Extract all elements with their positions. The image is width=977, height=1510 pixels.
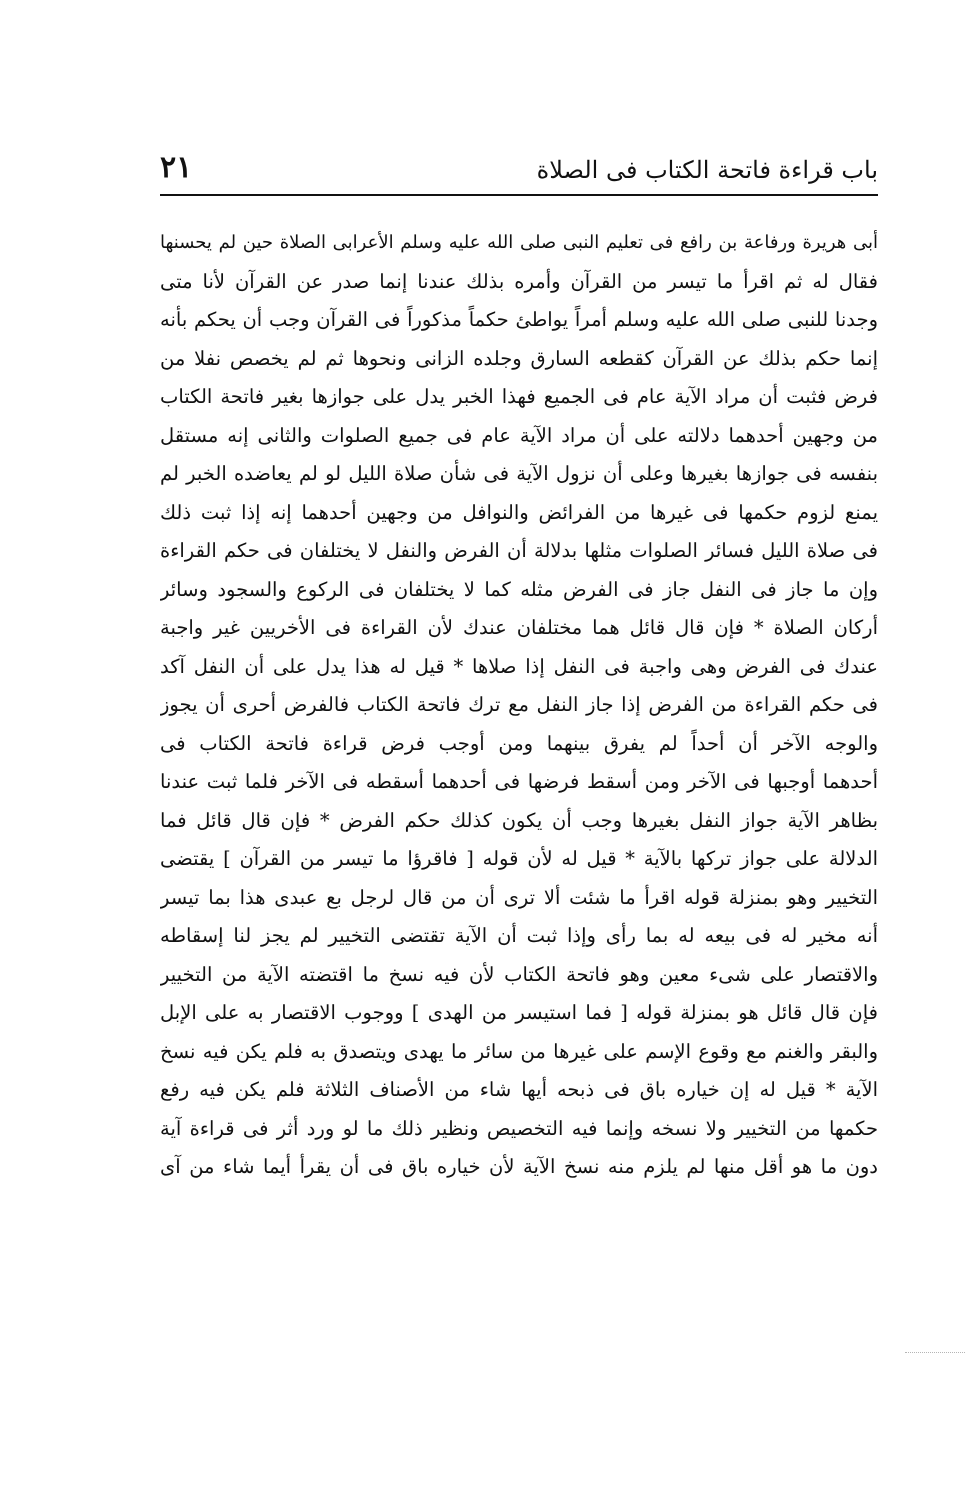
page-number: ٢١ bbox=[160, 150, 193, 185]
text-line: بنفسه فى جوازها بغيرها وعلى أن نزول الآية فى شأن صلاة الليل لو لم يعاضده الخبر لم bbox=[160, 462, 878, 485]
text-line: فى صلاة الليل فسائر الصلوات مثلها بدلالة أن الفرض والنفل لا يختلفان فى حكم القراءة bbox=[160, 539, 878, 562]
text-line: أركان الصلاة * فإن قال قائل هما مختلفان عندك لأن القراءة فى الأخريين غير واجبة bbox=[160, 616, 878, 639]
text-line: والاقتصار على شىء معين وهو فاتحة الكتاب لأن فيه نسخ ما اقتضته الآية من التخيير bbox=[160, 962, 878, 986]
scan-artifact bbox=[905, 1352, 965, 1353]
text-line: إنما حكم بذلك عن القرآن كقطعه السارق وجلده الزانى ونحوها ثم لم يخصص نفلا من bbox=[160, 346, 878, 370]
text-line: والبقر والغنم مع وقوع الإسم على غيرها من سائر ما يهدى ويتصدق به فلم يكن فيه نسخ bbox=[160, 1039, 878, 1063]
text-line: وجدنا للنبى صلى الله عليه وسلم أمراً يواطئ حكماً مذكوراً فى القرآن وجب أن يحكم بأنه bbox=[160, 308, 878, 331]
text-line: عندك فى الفرض وهى واجبة فى النفل إذا صلاها * قيل له هذا يدل على أن النفل آكد bbox=[160, 654, 878, 678]
text-line: دون ما هو أقل منها لم يلزم منه نسخ الآية لأن خياره باق فى أن يقرأ أيما شاء من آى bbox=[160, 1155, 878, 1178]
text-line: أحدهما أوجبها فى الآخر ومن أسقط فرضها فى أحدهما أسقطه فى الآخر فلما ثبت عندنا bbox=[160, 770, 878, 793]
text-line: من وجهين أحدهما دلالته على أن مراد الآية عام فى جميع الصلوات والثانى إنه مستقل bbox=[160, 423, 878, 447]
header-rule bbox=[160, 194, 878, 196]
text-line: الآية * قيل له إن خياره باق فى ذبحه أيها شاء من الأصناف الثلاثة فلم يكن فيه رفع bbox=[160, 1078, 878, 1101]
running-title: باب قراءة فاتحة الكتاب فى الصلاة bbox=[536, 156, 878, 184]
text-line: وإن ما جاز فى النفل جاز فى الفرض مثله كما لا يختلفان فى الركوع والسجود وسائر bbox=[160, 577, 878, 601]
text-line: حكمها من التخيير ولا نسخه وإنما فيه التخصيص ونظير ذلك ما لو ورد أثر فى قراءة آية bbox=[160, 1116, 878, 1140]
text-line: فرض فثبت أن مراد الآية عام فى الجميع فهذا الخبر يدل على جوازها بغير فاتحة الكتاب bbox=[160, 385, 878, 408]
text-line: فإن قال قائل هو بمنزلة قوله [ فما استيسر من الهدى ] ووجوب الاقتصار به على الإبل bbox=[160, 1001, 878, 1024]
text-line: الدلالة على جواز تركها بالآية * قيل له لأن قوله [ فاقرؤا ما تيسر من القرآن ] يقتضى bbox=[160, 847, 878, 870]
text-line: فى حكم القراءة من الفرض إذا جاز النفل مع ترك فاتحة الكتاب فالفرض أحرى أن يجوز bbox=[160, 693, 878, 716]
text-line: يمنع لزوم حكمها فى غيرها من الفرائض والنوافل من وجهين أحدهما إنه إذا ثبت ذلك bbox=[160, 500, 878, 524]
text-line: التخيير وهو بمنزلة قوله اقرأ ما شئت ألا ترى أن من قال لرجل بع عبدى هذا بما تيسر bbox=[160, 885, 878, 909]
body-text bbox=[160, 224, 878, 1187]
text-line: والوجه الآخر أن أحداً لم يفرق بينهما ومن أوجب فرض قراءة فاتحة الكتاب فى bbox=[160, 731, 878, 755]
text-line: أبى هريرة ورفاعة بن رافع فى تعليم النبى صلى الله عليه وسلم الأعرابى الصلاة حين لم يحسنها bbox=[160, 232, 878, 253]
text-line: أنه مخير له فى بيعه له بما رأى وإذا ثبت أن الآية تقتضى التخيير لم يجز لنا إسقاطه bbox=[160, 924, 878, 947]
text-line: بظاهر الآية جواز النفل بغيرها وجب أن يكون كذلك حكم الفرض * فإن قال قائل فما bbox=[160, 808, 878, 832]
text-line: فقال له ثم اقرأ ما تيسر من القرآن وأمره بذلك عندنا إنما صدر عن القرآن لأنا متى bbox=[160, 269, 878, 293]
page-header bbox=[160, 150, 878, 190]
